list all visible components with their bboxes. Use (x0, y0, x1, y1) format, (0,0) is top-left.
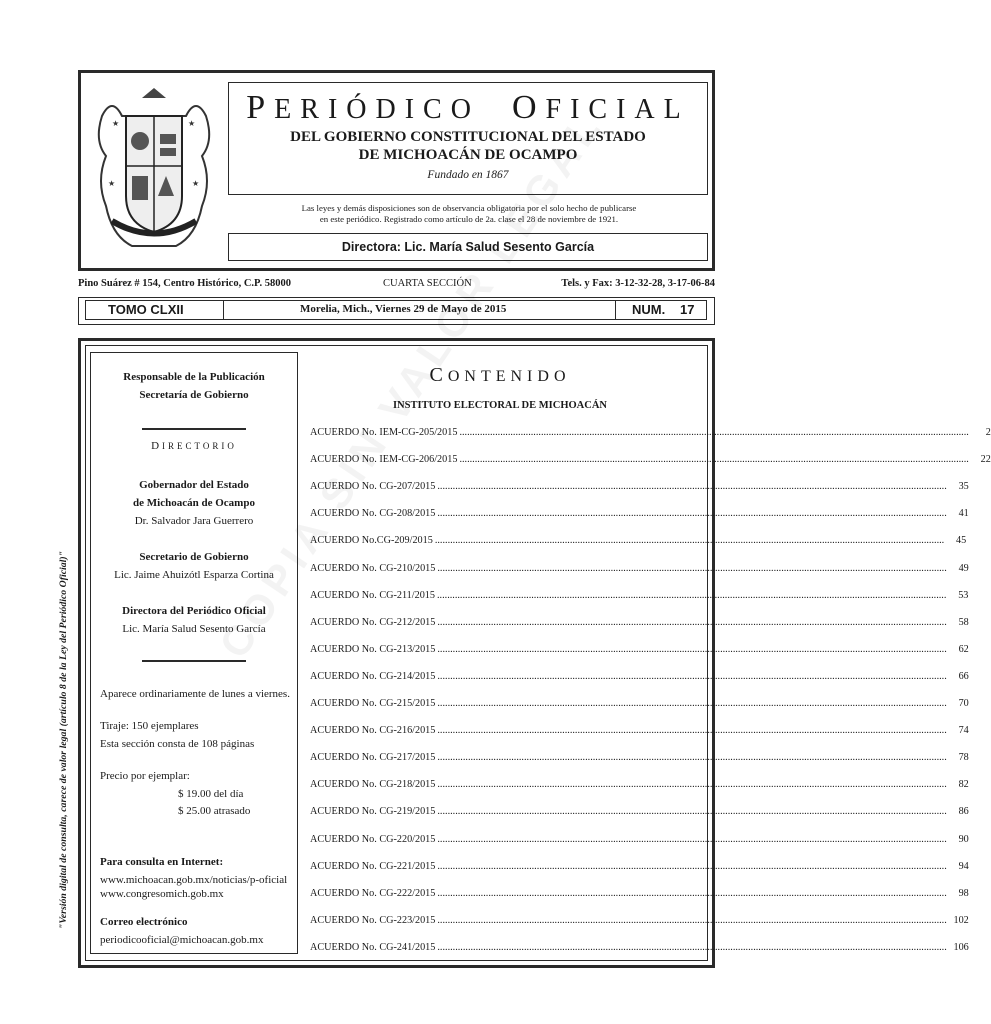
toc-entry (310, 616, 969, 628)
dot-leader: ........................................................................................................................................................................................................ (459, 427, 969, 438)
issue-number: 17 (680, 302, 695, 317)
responsible-title: Responsable de la Publicación (123, 371, 265, 383)
svg-text:★: ★ (192, 179, 200, 188)
dot-leader: ........................................................................................................................................................................................................ (437, 860, 947, 872)
address: Pino Suárez # 154, Centro Histórico, C.P. 58000 (78, 278, 292, 289)
section-label: CUARTA SECCIÓN (383, 278, 472, 289)
volume-number: TOMO CLXII (108, 302, 184, 317)
toc-entry-label: ACUERDO No. CG-210/2015 (310, 562, 436, 574)
toc-entry-label: ACUERDO No. CG-215/2015 (310, 698, 436, 709)
toc-entry-page: 74 (958, 725, 969, 737)
dot-leader: ........................................................................................................................................................................................................ (437, 752, 947, 764)
website-link-1[interactable]: www.michoacan.gob.mx/noticias/p-oficial (100, 874, 288, 886)
toc-entry-page: 49 (958, 562, 969, 574)
page-count: Esta sección consta de 108 páginas (100, 738, 255, 750)
title-box (228, 82, 708, 195)
toc-entry-label: ACUERDO No. CG-222/2015 (310, 887, 436, 899)
dot-leader: ........................................................................................................................................................................................................ (437, 643, 947, 655)
svg-text:★: ★ (112, 119, 120, 128)
toc-entry-page: 62 (958, 643, 969, 655)
toc-entry (310, 454, 991, 466)
toc-entry (310, 427, 991, 438)
toc-entry-page: 78 (958, 752, 969, 764)
toc-entry (310, 806, 969, 818)
toc-entry-page: 22 (980, 454, 991, 466)
issue-number-label: NUM. (632, 302, 666, 317)
toc-entry-label: ACUERDO No. CG-213/2015 (310, 643, 436, 655)
toc-entry-page: 90 (958, 833, 969, 845)
toc-entry-label: ACUERDO No. CG-217/2015 (310, 752, 436, 764)
institute-heading: INSTITUTO ELECTORAL DE MICHOACÁN (392, 400, 608, 411)
toc-entry (310, 752, 969, 764)
issue-date: Morelia, Mich., Viernes 29 de Mayo de 2015 (300, 303, 507, 315)
dot-leader: ........................................................................................................................................................................................................ (437, 941, 947, 953)
toc-entry (310, 670, 969, 682)
dot-leader: ........................................................................................................................................................................................................ (437, 779, 947, 791)
toc-entry-page: 94 (958, 860, 969, 872)
toc-entry-page: 102 (953, 914, 969, 926)
governor-name: Dr. Salvador Jara Guerrero (134, 515, 254, 527)
divider (615, 300, 616, 320)
toc-entry-page: 98 (958, 887, 969, 899)
toc-entry (310, 481, 969, 493)
price-current: $ 19.00 del día (178, 788, 244, 800)
government-line-2: DE MICHOACÁN DE OCAMPO (358, 147, 578, 163)
toc-entry-label: ACUERDO No. CG-216/2015 (310, 725, 436, 737)
dot-leader: ........................................................................................................................................................................................................ (437, 806, 947, 818)
toc-entry-page: 35 (958, 481, 969, 493)
secretary-name: Lic. Jaime Ahuizótl Esparza Cortina (114, 569, 274, 581)
toc-entry (310, 833, 969, 845)
director-title: Directora del Periódico Oficial (122, 605, 266, 617)
toc-entry-label: ACUERDO No. CG-207/2015 (310, 481, 436, 493)
divider (223, 300, 224, 320)
toc-entry-label: ACUERDO No. CG-208/2015 (310, 508, 436, 520)
toc-entry-label: ACUERDO No. CG-212/2015 (310, 616, 436, 628)
toc-entry-page: 86 (958, 806, 969, 818)
frequency-note: Aparece ordinariamente de lunes a viernes. (100, 688, 290, 700)
toc-entry (310, 698, 969, 709)
toc-entry (310, 941, 969, 953)
dot-leader: ........................................................................................................................................................................................................ (459, 454, 969, 466)
toc-entry-label: ACUERDO No. CG-219/2015 (310, 806, 436, 818)
toc-entry-label: ACUERDO No. CG-214/2015 (310, 670, 436, 682)
governor-title-1: Gobernador del Estado (139, 479, 249, 491)
toc-entry (310, 535, 967, 547)
toc-entry-label: ACUERDO No. CG-241/2015 (310, 941, 436, 953)
toc-entry-label: ACUERDO No. IEM-CG-206/2015 (310, 454, 458, 466)
dot-leader: ........................................................................................................................................................................................................ (434, 535, 945, 547)
toc-entry (310, 508, 969, 520)
dot-leader: ........................................................................................................................................................................................................ (437, 914, 947, 926)
toc-entry (310, 725, 969, 737)
dot-leader: ........................................................................................................................................................................................................ (437, 887, 947, 899)
dot-leader: ........................................................................................................................................................................................................ (437, 725, 947, 737)
svg-text:★: ★ (108, 179, 116, 188)
print-run: Tiraje: 150 ejemplares (100, 720, 199, 732)
toc-entry (310, 779, 969, 791)
director-banner: Directora: Lic. María Salud Sesento García (228, 233, 708, 261)
responsible-name: Secretaría de Gobierno (139, 389, 249, 401)
toc-entry-page: 82 (958, 779, 969, 791)
toc-entry-page: 70 (958, 698, 969, 709)
toc-entry-label: ACUERDO No. CG-211/2015 (310, 589, 435, 601)
director-name: Lic. María Salud Sesento García (122, 623, 266, 635)
governor-title-2: de Michoacán de Ocampo (133, 497, 255, 509)
dot-leader: ........................................................................................................................................................................................................ (437, 670, 947, 682)
toc-entry-page: 106 (953, 941, 969, 953)
toc-entry-page: 2 (985, 427, 991, 438)
toc-entry (310, 562, 969, 574)
toc-entry (310, 643, 969, 655)
side-note-container (48, 520, 88, 960)
government-line-1: DEL GOBIERNO CONSTITUCIONAL DEL ESTADO (290, 129, 646, 145)
toc-entry (310, 860, 969, 872)
dot-leader: ........................................................................................................................................................................................................ (437, 833, 947, 845)
email-title: Correo electrónico (100, 916, 188, 928)
legal-notice-line-1: Las leyes y demás disposiciones son de observancia obligatoria por el solo hecho de publicarse (301, 203, 637, 213)
divider (142, 660, 246, 662)
dot-leader: ........................................................................................................................................................................................................ (437, 616, 947, 628)
dot-leader: ........................................................................................................................................................................................................ (437, 698, 947, 709)
dot-leader: ........................................................................................................................................................................................................ (437, 508, 947, 520)
digital-version-note: "Versión digital de consulta, carece de valor legal (artículo 8 de la Ley del Periódico Oficial)" (58, 550, 69, 930)
dot-leader: ........................................................................................................................................................................................................ (437, 589, 947, 601)
toc-entry-page: 41 (958, 508, 969, 520)
secretary-title: Secretario de Gobierno (139, 551, 249, 563)
dot-leader: ........................................................................................................................................................................................................ (437, 562, 947, 574)
internet-title: Para consulta en Internet: (100, 856, 224, 868)
toc-entry-label: ACUERDO No. CG-218/2015 (310, 779, 436, 791)
toc-entry-label: ACUERDO No. CG-220/2015 (310, 833, 436, 845)
toc-entry-page: 58 (958, 616, 969, 628)
toc-entry-page: 53 (958, 589, 969, 601)
toc-entry-page: 66 (958, 670, 969, 682)
toc-entry (310, 887, 969, 899)
email-address[interactable]: periodicooficial@michoacan.gob.mx (100, 934, 264, 946)
toc-entry (310, 589, 969, 601)
toc-entry-label: ACUERDO No.CG-209/2015 (310, 535, 433, 547)
founded-text: Fundado en 1867 (427, 169, 509, 181)
price-back-issue: $ 25.00 atrasado (178, 805, 251, 817)
dot-leader: ........................................................................................................................................................................................................ (437, 481, 947, 493)
toc-entry-label: ACUERDO No. CG-223/2015 (310, 914, 436, 926)
phone-numbers: Tels. y Fax: 3-12-32-28, 3-17-06-84 (561, 278, 715, 289)
contents-heading: CONTENIDO (429, 364, 571, 386)
legal-notice (238, 203, 700, 225)
toc-entry-label: ACUERDO No. IEM-CG-205/2015 (310, 427, 458, 438)
directory-heading: DIRECTORIO (151, 440, 237, 452)
svg-text:★: ★ (188, 119, 196, 128)
website-link-2[interactable]: www.congresomich.gob.mx (100, 888, 224, 900)
divider (142, 428, 246, 430)
state-coat-of-arms-icon (92, 86, 216, 256)
legal-notice-line-2: en este periódico. Registrado como artículo de 2a. clase el 28 de noviembre de 1921. (319, 214, 619, 224)
newspaper-title: PERIÓDICO OFICIAL (246, 89, 690, 126)
price-label: Precio por ejemplar: (100, 770, 190, 782)
toc-entry-label: ACUERDO No. CG-221/2015 (310, 860, 436, 872)
toc-entry (310, 914, 969, 926)
toc-entry-page: 45 (956, 535, 967, 547)
